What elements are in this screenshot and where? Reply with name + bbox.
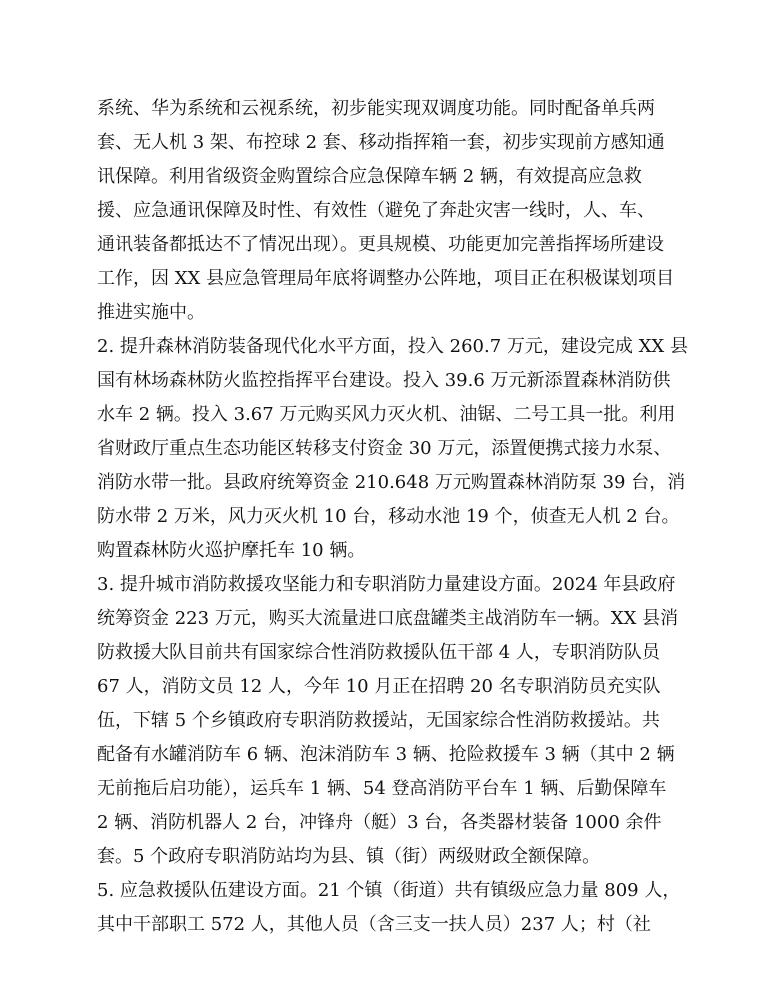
text-line: 消防水带一批。县政府统筹资金 210.648 万元购置森林消防泵 39 台，消 xyxy=(97,472,686,493)
text-line: 统筹资金 223 万元，购买大流量进口底盘罐类主战消防车一辆。XX 县消 xyxy=(97,608,679,629)
text-line: 套。5 个政府专职消防站均为县、镇（街）两级财政全额保障。 xyxy=(97,846,601,867)
text-line: 其中干部职工 572 人，其他人员（含三支一扶人员）237 人；村（社 xyxy=(97,914,651,935)
text-line: 省财政厅重点生态功能区转移支付资金 30 万元，添置便携式接力水泵、 xyxy=(97,438,672,459)
text-line: 购置森林防火巡护摩托车 10 辆。 xyxy=(97,540,366,561)
text-line: 67 人，消防文员 12 人，今年 10 月正在招聘 20 名专职消防员充实队 xyxy=(97,676,661,697)
text-line: 5. 应急救援队伍建设方面。21 个镇（街道）共有镇级应急力量 809 人， xyxy=(97,880,681,901)
text-line: 2. 提升森林消防装备现代化水平方面，投入 260.7 万元，建设完成 XX 县 xyxy=(97,336,688,357)
text-line: 防水带 2 万米，风力灭火机 10 台，移动水池 19 个，侦查无人机 2 台。 xyxy=(97,506,680,527)
text-line: 3. 提升城市消防救援攻坚能力和专职消防力量建设方面。2024 年县政府 xyxy=(97,574,676,595)
text-line: 无前拖后启功能），运兵车 1 辆、54 登高消防平台车 1 辆、后勤保障车 xyxy=(97,778,667,799)
text-line: 配备有水罐消防车 6 辆、泡沫消防车 3 辆、抢险救援车 3 辆（其中 2 辆 xyxy=(97,744,675,765)
text-line: 讯保障。利用省级资金购置综合应急保障车辆 2 辆，有效提高应急救 xyxy=(97,166,642,187)
text-line: 推进实施中。 xyxy=(97,302,205,323)
text-line: 伍，下辖 5 个乡镇政府专职消防救援站，无国家综合性消防救援站。共 xyxy=(97,710,660,731)
text-line: 系统、华为系统和云视系统，初步能实现双调度功能。同时配备单兵两 xyxy=(97,98,655,119)
text-line: 套、无人机 3 架、布控球 2 套、移动指挥箱一套，初步实现前方感知通 xyxy=(97,132,665,153)
text-line: 2 辆、消防机器人 2 台，冲锋舟（艇）3 台，各类器材装备 1000 余件 xyxy=(97,812,662,833)
text-line: 水车 2 辆。投入 3.67 万元购买风力灭火机、油锯、二号工具一批。利用 xyxy=(97,404,676,425)
text-line: 通讯装备都抵达不了情况出现）。更具规模、功能更加完善指挥场所建设 xyxy=(97,234,664,255)
text-line: 工作，因 XX 县应急管理局年底将调整办公阵地，项目正在积极谋划项目 xyxy=(97,268,675,289)
text-line: 防救援大队目前共有国家综合性消防救援队伍干部 4 人，专职消防队员 xyxy=(97,642,660,663)
text-line: 援、应急通讯保障及时性、有效性（避免了奔赴灾害一线时，人、车、 xyxy=(97,200,655,221)
text-line: 国有林场森林防火监控指挥平台建设。投入 39.6 万元新添置森林消防供 xyxy=(97,370,671,391)
